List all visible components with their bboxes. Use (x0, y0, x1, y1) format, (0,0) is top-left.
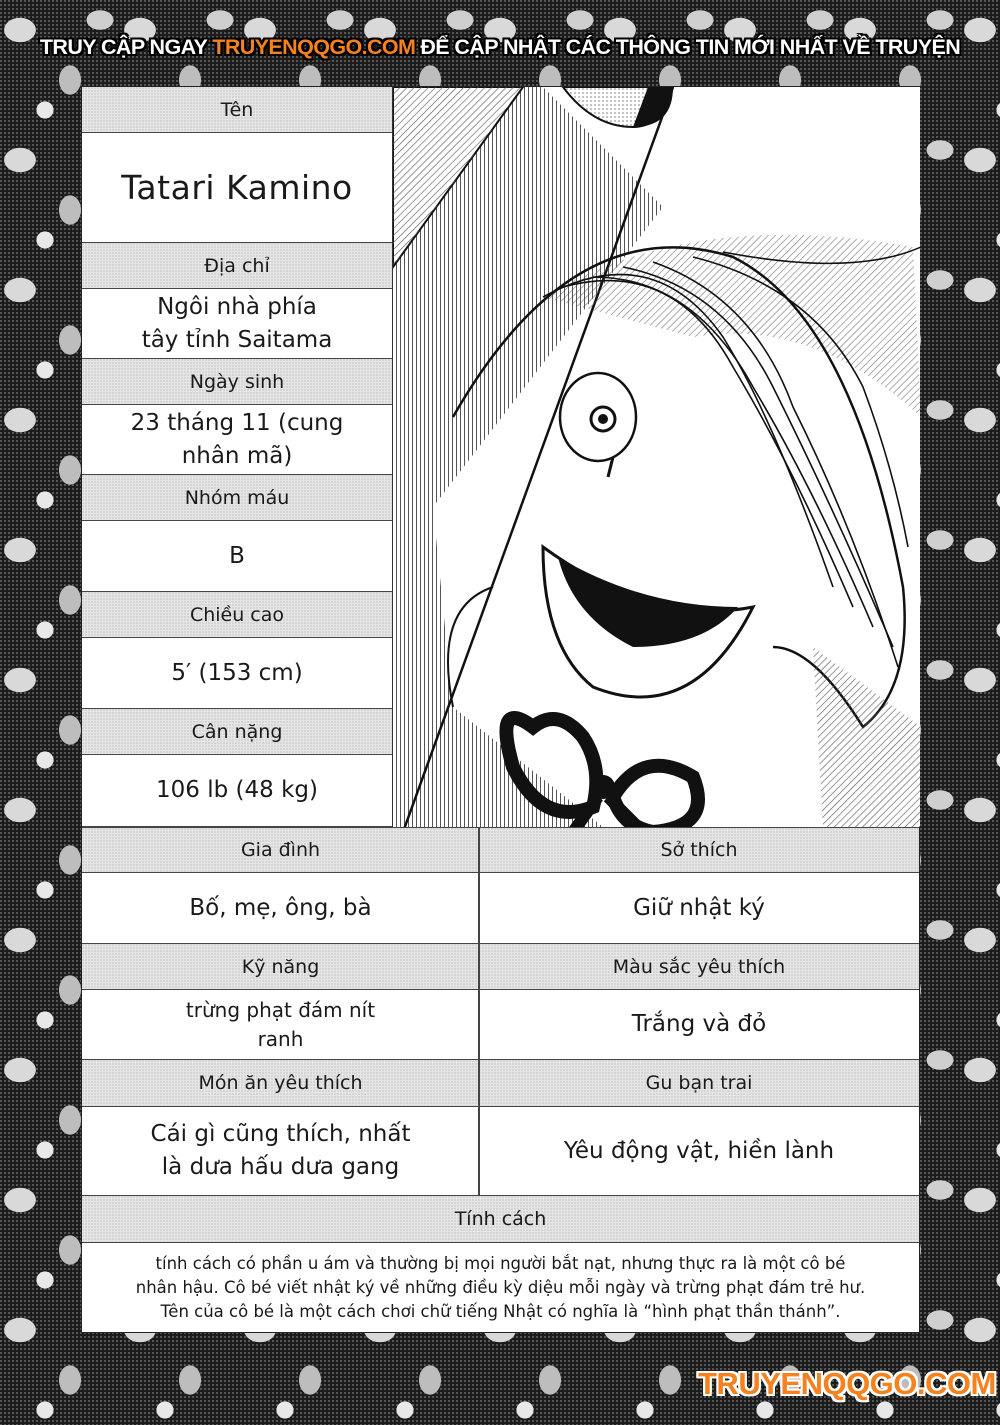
address-value (82, 289, 392, 359)
banner-suffix: ĐỂ CẬP NHẬT CÁC THÔNG TIN MỚI NHẤT VỀ TRUYỆN (420, 34, 961, 59)
skill-line-1: trừng phạt đám nít (185, 997, 376, 1022)
skill-line-2: ranh (257, 1026, 304, 1051)
skill-value (82, 990, 479, 1060)
weight-label: Cân nặng (82, 709, 392, 755)
height-label: Chiều cao (82, 592, 392, 638)
personality-line-2: nhân hậu. Cô bé viết nhật ký về những điều kỳ diệu mỗi ngày và trừng phạt đám trẻ hư. (135, 1277, 866, 1297)
family-value: Bố, mẹ, ông, bà (82, 873, 479, 944)
skill-label: Kỹ năng (82, 944, 479, 990)
character-artwork (392, 87, 920, 827)
banner-brand-link[interactable]: TRUYENQQGO.COM (212, 34, 416, 59)
promo-banner (0, 32, 1000, 62)
weight-value: 106 lb (48 kg) (82, 755, 392, 827)
personality-line-3: Tên của cô bé là một cách chơi chữ tiếng Nhật có nghĩa là “hình phạt thần thánh”. (160, 1301, 841, 1321)
blood-type-value: B (82, 521, 392, 592)
hobby-label: Sở thích (479, 827, 919, 873)
favorite-color-value: Trắng và đỏ (479, 990, 919, 1060)
name-value: Tatari Kamino (82, 133, 392, 243)
height-value: 5′ (153 cm) (82, 638, 392, 709)
character-illustration-icon (393, 87, 920, 827)
hobby-value: Giữ nhật ký (479, 873, 919, 944)
birthday-label: Ngày sinh (82, 359, 392, 405)
favorite-food-label: Món ăn yêu thích (82, 1060, 479, 1107)
favorite-food-line-2: là dưa hấu dưa gang (161, 1154, 400, 1180)
address-line-2: tây tỉnh Saitama (141, 326, 333, 353)
character-profile-sheet (81, 86, 920, 1333)
address-label: Địa chỉ (82, 243, 392, 289)
blood-type-label: Nhóm máu (82, 475, 392, 521)
birthday-line-2: nhân mã) (181, 442, 293, 469)
favorite-color-label: Màu sắc yêu thích (479, 944, 919, 990)
boyfriend-type-value: Yêu động vật, hiền lành (479, 1107, 919, 1196)
family-label: Gia đình (82, 827, 479, 873)
name-label: Tên (82, 87, 392, 133)
banner-prefix: TRUY CẬP NGAY (39, 34, 208, 59)
personality-value (82, 1243, 919, 1332)
birthday-line-1: 23 tháng 11 (cung (130, 409, 344, 436)
site-logo-link[interactable]: TRUYENQQGO.COM (698, 1366, 996, 1401)
birthday-value (82, 405, 392, 475)
column-divider (478, 827, 480, 1196)
personality-line-1: tính cách có phần u ám và thường bị mọi người bắt nạt, nhưng thực ra là một cô bé (155, 1253, 846, 1273)
favorite-food-line-1: Cái gì cũng thích, nhất (150, 1121, 411, 1147)
personality-label: Tính cách (82, 1196, 919, 1243)
boyfriend-type-label: Gu bạn trai (479, 1060, 919, 1107)
address-line-1: Ngôi nhà phía (157, 293, 317, 320)
favorite-food-value (82, 1107, 479, 1196)
